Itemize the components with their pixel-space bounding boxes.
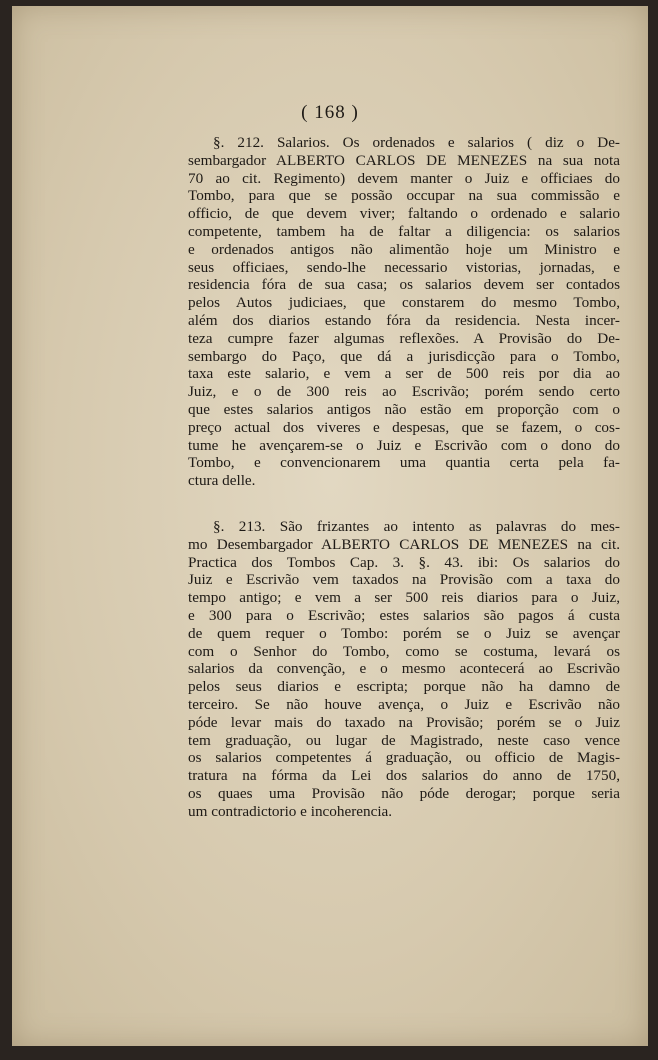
text-line: salarios da convenção, e o mesmo acontecerá ao Escrivão xyxy=(188,660,620,678)
paragraph-213 xyxy=(188,518,620,821)
paragraph-212 xyxy=(188,134,620,490)
text-line: 70 ao cit. Regimento) devem manter o Juiz e officiaes do xyxy=(188,169,620,187)
text-line: sembargador ALBERTO CARLOS DE MENEZES na sua nota xyxy=(188,151,620,169)
text-line: com o Senhor do Tombo, como se costuma, levará os xyxy=(188,642,620,660)
text-line: Practica dos Tombos Cap. 3. §. 43. ibi: Os salarios do xyxy=(188,553,620,571)
text-line: de quem requer o Tombo: porém se o Juiz se avençar xyxy=(188,624,620,642)
text-line: além dos diarios estando fóra da residencia. Nesta incer- xyxy=(188,311,620,329)
text-line: pelos seus diarios e escripta; porque não ha damno de xyxy=(188,678,620,696)
text-line: residencia fóra de sua casa; os salarios devem ser contados xyxy=(188,276,620,294)
text-line: os salarios competentes á graduação, ou officio de Magis- xyxy=(188,749,620,767)
page-number: ( 168 ) xyxy=(301,102,359,123)
text-line: taxa este salario, e vem a ser de 500 reis por dia ao xyxy=(188,365,620,383)
text-line: Tombo, para que se possão occupar na sua commissão e xyxy=(188,187,620,205)
text-line: preço actual dos viveres e despesas, que se fazem, o cos- xyxy=(188,418,620,436)
text-line: tempo antigo; e vem a ser 500 reis diarios para o Juiz, xyxy=(188,589,620,607)
text-line: póde levar mais do taxado na Provisão; porém se o Juiz xyxy=(188,713,620,731)
text-line: Juiz, e o de 300 reis ao Escrivão; porém sendo certo xyxy=(188,383,620,401)
text-line: que estes salarios antigos não estão em proporção com o xyxy=(188,400,620,418)
text-line: um contradictorio e incoherencia. xyxy=(188,802,393,820)
text-line: Juiz e Escrivão vem taxados na Provisão com a taxa do xyxy=(188,571,620,589)
text-line: e ordenados antigos não alimentão hoje um Ministro e xyxy=(188,240,620,258)
text-line: pelos Autos judiciaes, que constarem do mesmo Tombo, xyxy=(188,294,620,312)
text-line: seus officiaes, sendo-lhe necessario vistorias, jornadas, e xyxy=(188,258,620,276)
text-line: §. 212. Salarios. Os ordenados e salarios ( diz o De- xyxy=(213,134,620,151)
text-line: terceiro. Se não houve avença, o Juiz e Escrivão não xyxy=(188,695,620,713)
text-line: tratura na fórma da Lei dos salarios do anno de 1750, xyxy=(188,767,620,785)
text-line: os quaes uma Provisão não póde derogar; porque seria xyxy=(188,784,620,802)
text-line: sembargo do Paço, que dá a jurisdicção para o Tombo, xyxy=(188,347,620,365)
text-line: tem graduação, ou lugar de Magistrado, neste caso vence xyxy=(188,731,620,749)
text-line: ctura delle. xyxy=(188,472,256,490)
text-line: e 300 para o Escrivão; estes salarios são pagos á custa xyxy=(188,606,620,624)
text-line: teza cumpre fazer algumas reflexões. A Provisão do De- xyxy=(188,329,620,347)
text-line: §. 213. São frizantes ao intento as palavras do mes- xyxy=(213,518,620,535)
text-line: competente, tambem ha de faltar a diligencia: os salarios xyxy=(188,222,620,240)
text-line: mo Desembargador ALBERTO CARLOS DE MENEZES na cit. xyxy=(188,535,620,553)
text-line: officio, de que devem viver; faltando o ordenado e salario xyxy=(188,205,620,223)
text-line: tume he avençarem-se o Juiz e Escrivão com o dono do xyxy=(188,436,620,454)
text-line: Tombo, e convencionarem uma quantia certa pela fa- xyxy=(188,454,620,472)
book-page xyxy=(12,6,648,1046)
